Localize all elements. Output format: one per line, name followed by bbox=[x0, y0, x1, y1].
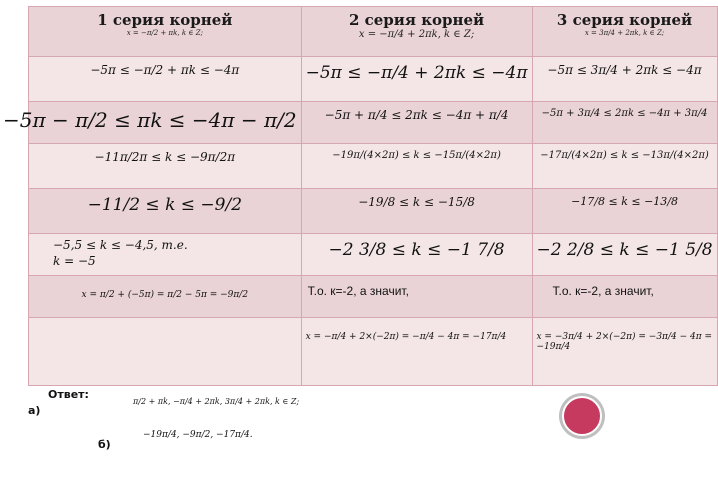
header-cell bbox=[301, 7, 532, 57]
slide bbox=[3, 0, 713, 480]
formula-col1: x = −π/2 + πk, k ∈ Z; bbox=[126, 29, 203, 37]
table-row bbox=[29, 276, 718, 318]
row2-col2: −5π + π/4 ≤ 2πk ≤ −4π + π/4 bbox=[324, 108, 509, 122]
answer-label: Ответ: bbox=[48, 388, 89, 401]
row1-col3: −5π ≤ 3π/4 + 2πk ≤ −4π bbox=[547, 63, 702, 77]
row5-col2: −2 3/8 ≤ k ≤ −1 7/8 bbox=[328, 240, 505, 260]
row7-col1 bbox=[29, 318, 301, 330]
row1-col1: −5π ≤ −π/2 + πk ≤ −4π bbox=[90, 63, 240, 77]
row4-col1: −11/2 ≤ k ≤ −9/2 bbox=[87, 195, 243, 215]
table-row bbox=[29, 57, 718, 102]
table-row bbox=[29, 7, 718, 57]
row3-col1: −11π/2π ≤ k ≤ −9π/2π bbox=[94, 150, 236, 164]
answer-b-text: −19π/4, −9π/2, −17π/4. bbox=[143, 430, 253, 440]
header-col1: 1 серия корней bbox=[97, 11, 233, 29]
header-col2: 2 серия корней bbox=[348, 11, 485, 29]
row6-col2: Т.о. к=-2, а значит, bbox=[307, 284, 409, 298]
header-col3: 3 серия корней bbox=[556, 11, 693, 29]
row2-col3: −5π + 3π/4 ≤ 2πk ≤ −4π + 3π/4 bbox=[541, 108, 708, 119]
table-row bbox=[29, 234, 718, 276]
solution-table bbox=[3, 6, 718, 386]
row6-col3: Т.о. к=-2, а значит, bbox=[552, 284, 654, 298]
row6-col1: x = π/2 + (−5π) = π/2 − 5π = −9π/2 bbox=[81, 290, 249, 300]
row5-col3: −2 2/8 ≤ k ≤ −1 5/8 bbox=[536, 240, 713, 260]
table-row bbox=[29, 318, 718, 386]
header-cell bbox=[29, 7, 302, 57]
answer-b-label: б) bbox=[98, 438, 111, 451]
formula-col2: x = −π/4 + 2πk, k ∈ Z; bbox=[358, 29, 475, 40]
row5-col1: −5,5 ≤ k ≤ −4,5, т.е. bbox=[53, 238, 188, 252]
table-row bbox=[29, 189, 718, 234]
table-row bbox=[29, 102, 718, 144]
row2-col1: −5π − π/2 ≤ πk ≤ −4π − π/2 bbox=[3, 108, 297, 132]
table-row bbox=[29, 144, 718, 189]
row4-col2: −19/8 ≤ k ≤ −15/8 bbox=[358, 195, 475, 209]
row3-col2: −19π/(4×2π) ≤ k ≤ −15π/(4×2π) bbox=[332, 150, 501, 161]
row1-col2: −5π ≤ −π/4 + 2πk ≤ −4π bbox=[305, 63, 528, 83]
header-cell bbox=[532, 7, 717, 57]
answer-a-text: π/2 + πk, −π/4 + 2πk, 3π/4 + 2πk, k ∈ Z; bbox=[133, 397, 300, 406]
row7-col3: x = −3π/4 + 2×(−2π) = −3π/4 − 4π = −19π/4 bbox=[536, 332, 713, 352]
row7-col2: x = −π/4 + 2×(−2π) = −π/4 − 4π = −17π/4 bbox=[305, 332, 507, 342]
slide-nav-button[interactable] bbox=[562, 396, 602, 436]
answer-a-label: а) bbox=[28, 404, 41, 417]
row5-col1-result: k = −5 bbox=[53, 254, 96, 268]
row3-col3: −17π/(4×2π) ≤ k ≤ −13π/(4×2π) bbox=[540, 150, 709, 161]
row4-col3: −17/8 ≤ k ≤ −13/8 bbox=[571, 195, 678, 208]
formula-col3: x = 3π/4 + 2πk, k ∈ Z; bbox=[584, 29, 665, 37]
